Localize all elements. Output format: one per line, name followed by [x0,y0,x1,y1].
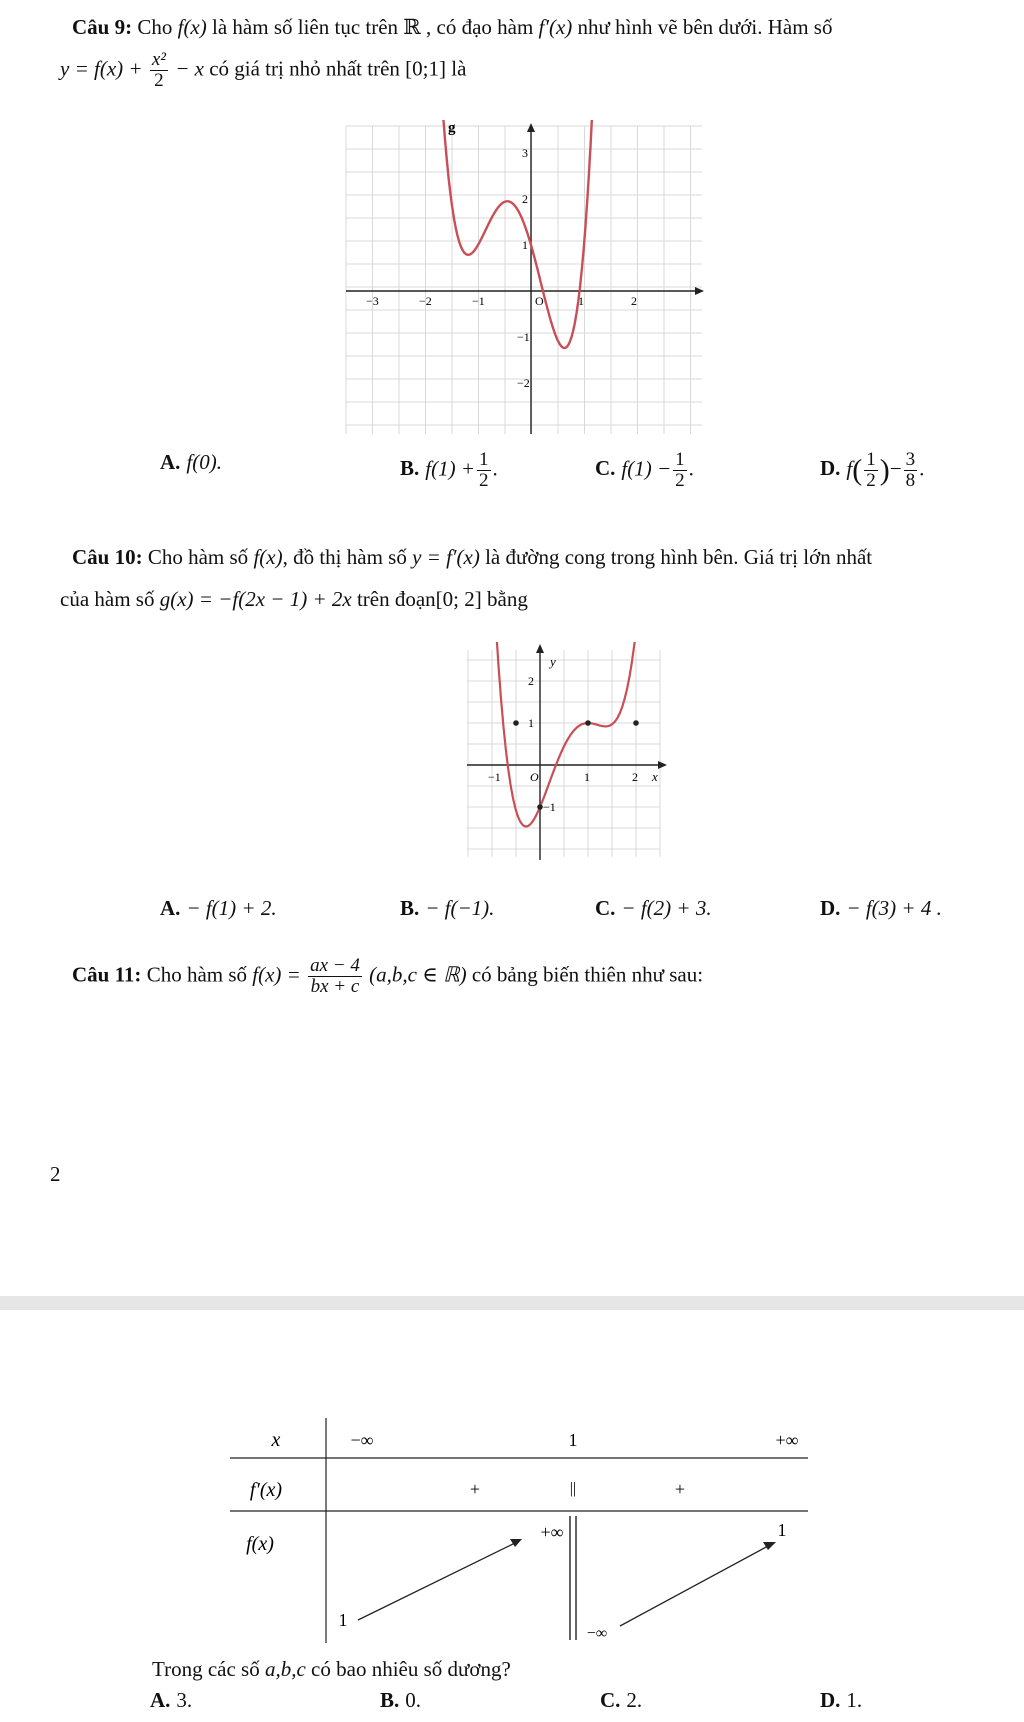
f-value: −∞ [586,1625,608,1642]
choice-10-d[interactable]: D. − f(3) + 4 . [820,896,942,920]
increase-arrow [358,1543,515,1620]
x-tick-label: 1 [578,294,584,308]
y-tick-label: 1 [528,716,534,730]
x-value: +∞ [775,1430,799,1450]
choice-9-d[interactable]: D. f( $\frac{1}{2}$ )− $\frac{3}{8}$ . [820,449,925,491]
y-tick-label: −1 [543,800,556,814]
sign: + [469,1479,481,1499]
x-tick-label: O [535,294,544,308]
y-axis-arrow [536,644,544,653]
y-tick-label: 2 [528,674,534,688]
x-tick-label: −1 [472,294,485,308]
choice-10-c[interactable]: C. − f(2) + 3. [595,896,712,920]
question-10-label: Câu 10: [72,545,143,569]
choice-9-c[interactable]: C. f(1) − $\frac{1}{2}$ . [595,449,694,491]
row-f-label: f(x) [246,1533,274,1555]
choice-11-c[interactable]: C. 2. [600,1688,643,1712]
row-fprime-label: f′(x) [249,1479,283,1501]
question-11-label: Câu 11: [72,962,142,987]
x-tick-label: −1 [488,770,501,784]
question-11-choices [120,1688,960,1722]
question-10-stem-line2: của hàm số g(x) = −f(2x − 1) + 2x trên đoạn[0; 2] bằng [60,587,528,611]
x-tick-label: 2 [631,294,637,308]
x-value: 1 [568,1430,578,1450]
x-value: −∞ [350,1430,374,1450]
sign: + [674,1479,686,1499]
axis-label-y: y [550,654,556,669]
increase-arrow [620,1546,768,1626]
axis-label-x: x [652,769,658,784]
graph-2 [465,642,675,864]
y-tick-label: −1 [517,330,530,344]
f-value: 1 [338,1610,348,1630]
choice-9-b[interactable]: B. f(1) + $\frac{1}{2}$ . [400,449,498,491]
question-9-label: Câu 9: [72,15,133,39]
y-tick-label: 2 [522,192,528,206]
choice-11-d[interactable]: D. 1. [820,1688,863,1712]
fraction: $\frac{\text{x²}}{2}$ [151,49,166,91]
x-tick-label: −3 [366,294,379,308]
choice-11-b[interactable]: B. 0. [380,1688,422,1712]
graph-1 [340,120,710,440]
x-axis-arrow [695,287,704,295]
f-value: 1 [777,1520,787,1540]
x-tick-label: O [530,770,539,784]
question-11-prompt: Trong các số a,b,c có bao nhiêu số dương? [152,1657,511,1681]
question-9-choices [120,449,960,491]
fraction: $\frac{ax - 4}{bx + c}$ [310,955,360,997]
y-tick-label: −2 [517,376,530,390]
row-x-label: x [271,1429,281,1451]
question-9-stem: Câu 9: Cho f(x) là hàm số liên tục trên ℝ , có đạo hàm f′(x) như hình vẽ bên dưới. Hàm số [72,15,833,39]
choice-10-b[interactable]: B. − f(−1). [400,896,495,920]
graph-point [513,720,519,726]
x-tick-label: 1 [584,770,590,784]
graph-point [633,720,639,726]
choice-11-a[interactable]: A. 3. [150,1688,193,1712]
question-11-stem: Câu 11: Cho hàm số f(x) = $\frac{ax - 4}{bx + c}$ (a,b,c ∈ ℝ) có bảng biến thiên như sau: [72,955,704,997]
choice-10-a[interactable]: A. − f(1) + 2. [160,896,277,920]
y-tick-label: 3 [522,146,528,160]
choice-9-a[interactable]: A. f(0). [160,450,222,474]
question-10-choices [120,896,960,930]
variation-table [230,1418,810,1648]
x-tick-label: 2 [632,770,638,784]
question-9-stem-line2: y = f(x) + $\frac{\text{x²}}{2}$ − x có giá trị nhỏ nhất trên [0;1] là [60,49,467,91]
y-axis-arrow [527,123,535,132]
y-tick-label: 1 [522,238,528,252]
f-value: +∞ [540,1522,564,1542]
sign: || [569,1480,577,1497]
x-tick-label: −2 [419,294,432,308]
x-axis-arrow [658,761,667,769]
page-separator [0,1296,1024,1310]
graph-label-g: g [448,120,456,136]
graph-point [585,720,591,726]
question-10-stem: Câu 10: Cho hàm số f(x), đồ thị hàm số y = f′(x) là đường cong trong hình bên. Giá trị lớn nhất [72,545,873,569]
graph-point [537,804,543,810]
page-number: 2 [50,1162,61,1186]
